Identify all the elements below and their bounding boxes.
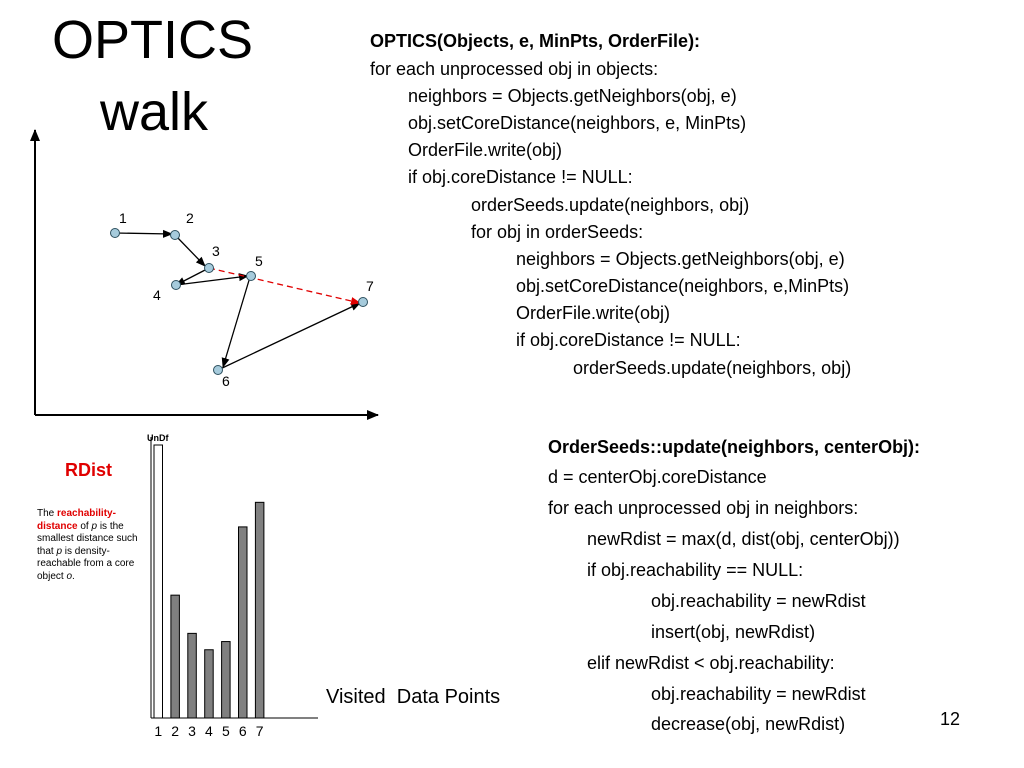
rdist-bar-6 — [239, 527, 248, 718]
definition-text: is the smallest distance such that — [37, 520, 138, 557]
rdist-x-axis-label: Visited Data Points — [326, 686, 501, 708]
rdist-tick-label: 3 — [188, 723, 196, 739]
walk-point-label: 1 — [119, 210, 127, 226]
code-line: for each unprocessed obj in objects: — [370, 59, 659, 79]
definition-var: p — [91, 520, 98, 532]
update-code-line: obj.reachability = newRdist — [651, 684, 866, 704]
code-line: orderSeeds.update(neighbors, obj) — [573, 358, 852, 378]
update-code-heading: OrderSeeds::update(neighbors, centerObj): — [548, 437, 921, 457]
walk-point — [359, 298, 368, 307]
code-line: OrderFile.write(obj) — [516, 303, 671, 323]
walk-point — [171, 231, 180, 240]
walk-point-label: 7 — [366, 278, 374, 294]
code-line: OrderFile.write(obj) — [408, 140, 563, 160]
definition-text: of — [77, 520, 92, 532]
rdist-bar-1 — [154, 445, 163, 718]
update-code-line: decrease(obj, newRdist) — [651, 714, 846, 734]
rdist-tick-label: 1 — [154, 723, 163, 739]
code-line: obj.setCoreDistance(neighbors, e, MinPts) — [408, 113, 747, 133]
code-line: if obj.coreDistance != NULL: — [516, 330, 741, 350]
walk-point-label: 4 — [153, 287, 161, 303]
code-line: orderSeeds.update(neighbors, obj) — [471, 195, 750, 215]
rdist-bar-2 — [171, 595, 180, 718]
update-code-line: insert(obj, newRdist) — [651, 622, 816, 642]
code-line: neighbors = Objects.getNeighbors(obj, e) — [516, 249, 845, 269]
rdist-tick-label: 2 — [171, 723, 180, 739]
page-number: 12 — [940, 709, 961, 729]
rdist-bar-4 — [205, 650, 214, 718]
rdist-bar-7 — [255, 502, 264, 718]
rdist-tick-label: 4 — [205, 723, 213, 739]
walk-edge-2-3 — [175, 235, 205, 266]
code-line: neighbors = Objects.getNeighbors(obj, e) — [408, 86, 737, 106]
update-code-line: obj.reachability = newRdist — [651, 591, 866, 611]
definition-text: . — [72, 570, 75, 582]
walk-edge-5-6 — [223, 277, 250, 367]
update-code-line: elif newRdist < obj.reachability: — [587, 653, 835, 673]
walk-edge-4-5 — [176, 276, 248, 285]
update-code-line: for each unprocessed obj in neighbors: — [548, 498, 859, 518]
definition-text: The — [37, 508, 58, 519]
reachability-definition — [37, 508, 143, 583]
update-code-line: newRdist = max(d, dist(obj, centerObj)) — [587, 529, 900, 549]
rdist-axis-label: RDist — [65, 460, 113, 480]
walk-reach-edge-3-7 — [209, 268, 360, 303]
walk-point-label: 2 — [186, 210, 194, 226]
code-line: for obj in orderSeeds: — [471, 222, 644, 242]
slide-title-line1: OPTICS — [52, 10, 254, 70]
rdist-bar-3 — [188, 633, 197, 718]
rdist-tick-label: 7 — [255, 723, 264, 739]
rdist-bar-5 — [222, 642, 231, 718]
walk-point — [205, 264, 214, 273]
walk-point — [172, 281, 181, 290]
definition-text: is density-reachable from a core object — [37, 545, 135, 582]
definition-var: o — [66, 570, 73, 582]
walk-point-label: 5 — [255, 253, 263, 269]
rdist-tick-label: 5 — [221, 723, 230, 739]
undefined-bar-label: UnDf — [147, 433, 169, 443]
update-code-line: if obj.reachability == NULL: — [587, 560, 804, 580]
rdist-tick-label: 6 — [238, 723, 247, 739]
walk-point — [247, 272, 256, 281]
code-line: if obj.coreDistance != NULL: — [408, 167, 633, 187]
optics-code-heading: OPTICS(Objects, e, MinPts, OrderFile): — [370, 31, 701, 51]
walk-point-label: 6 — [222, 373, 230, 389]
update-code-line: d = centerObj.coreDistance — [548, 467, 767, 487]
definition-var: p — [56, 545, 63, 557]
rdist-bars — [154, 445, 264, 739]
code-line: obj.setCoreDistance(neighbors, e,MinPts) — [516, 276, 850, 296]
walk-point-label: 3 — [212, 243, 220, 259]
slide-title-line2: walk — [100, 82, 209, 142]
definition-term: reachability-distance — [37, 508, 116, 532]
walk-point — [111, 229, 120, 238]
walk-edge-1-2 — [115, 233, 172, 234]
